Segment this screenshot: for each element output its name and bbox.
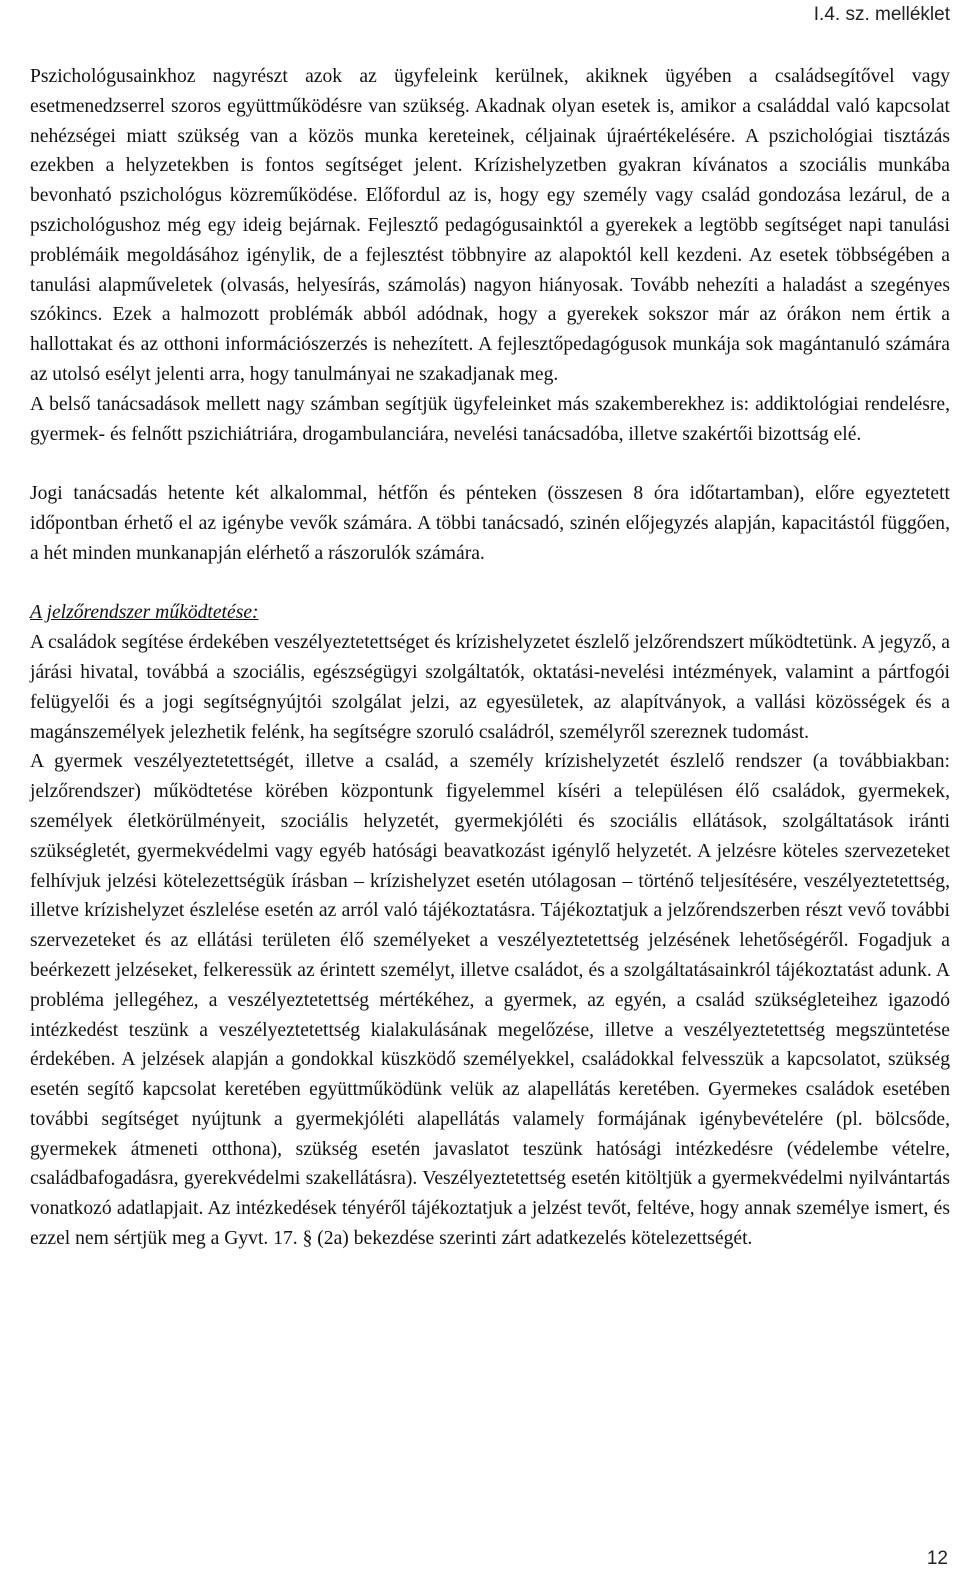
paragraph-referrals: A belső tanácsadások mellett nagy számban segítjük ügyfeleinket más szakemberekhez is: addiktológiai rendelésre, gyermek- és felnőtt pszichiátriára, drogambulanciára, nevelési tanácsadóba, illetve szakértői bizottság elé.	[30, 393, 950, 445]
paragraph-gap	[30, 569, 950, 599]
document-body	[30, 62, 950, 1254]
annex-label: I.4. sz. melléklet	[813, 4, 950, 25]
paragraph-legal-advice: Jogi tanácsadás hetente két alkalommal, hétfőn és pénteken (összesen 8 óra időtartamban), előre egyeztetett időpontban érhető el az igénybe vevők számára. A többi tanácsadó, szinén előjegyzés alapján, kapacitástól függően, a hét minden munkanapján elérhető a rászorulók számára.	[30, 483, 950, 564]
paragraph-gap	[30, 449, 950, 479]
section-title-signal-system: A jelzőrendszer működtetése:	[30, 602, 259, 624]
paragraph-psychologists-developers: Pszichológusainkhoz nagyrészt azok az ügyfeleink kerülnek, akiknek ügyében a családsegítővel vagy esetmenedzserrel szoros együttműködésre van szükség. Akadnak olyan esetek is, amikor a családdal való kapcsolat nehézségei miatt szükség van a közös munka kereteinek, céljainak újraértékelésére. A pszichológiai tisztázás ezekben a helyzetekben is fontos segítséget jelent. Krízishelyzetben gyakran kívánatos a szociális munkába bevonható pszichológus közreműködése. Előfordul az is, hogy egy személy vagy család gondozása lezárul, de a pszichológushoz még egy ideig bejárnak. Fejlesztő pedagógusainktól a gyerekek a legtöbb segítséget napi tanulási problémáik megoldásához igénylik, de a fejlesztést többnyire az alapoktól kell kezdeni. Az esetek többségében a tanulási alapműveletek (olvasás, helyesírás, számolás) nagyon hiányosak. Tovább nehezíti a haladást a szegényes szókincs. Ezek a halmozott problémák abból adódnak, hogy a gyerekek sokszor már az órákon nem értik a hallottakat és az otthoni információszerzés is nehezített. A fejlesztőpedagógusok munkája sok magántanuló számára az utolsó esélyt jelenti arra, hogy tanulmányai ne szakadjanak meg.	[30, 66, 950, 385]
paragraph-signal-system-2: A gyermek veszélyeztetettségét, illetve a család, a személy krízishelyzetét észlelő rendszer (a továbbiakban: jelzőrendszer) működtetése körében központunk figyelemmel kíséri a településen élő családok, gyermekek, személyek életkörülményeit, szociális helyzetét, gyermekjóléti és szociális ellátások, szolgáltatások iránti szükségletét, gyermekvédelmi vagy egyéb hatósági beavatkozást igénylő helyzetét. A jelzésre köteles szervezeteket felhívjuk jelzési kötelezettségük írásban – krízishelyzet esetén utólagosan – történő teljesítésére, veszélyeztetettség, illetve krízishelyzet észlelése esetén az arról való tájékoztatásra. Tájékoztatjuk a jelzőrendszerben részt vevő további szervezeteket és az ellátási területen élő személyeket a veszélyeztetettség jelzésének lehetőségéről. Fogadjuk a beérkezett jelzéseket, felkeressük az érintett személyt, illetve családot, és a szolgáltatásainkról tájékoztatást adunk. A probléma jellegéhez, a veszélyeztetettség mértékéhez, a gyermek, az egyén, a család szükségleteihez igazodó intézkedést teszünk a veszélyeztetettség kialakulásának megelőzése, illetve a veszélyeztetettség megszüntetése érdekében. A jelzések alapján a gondokkal küszködő személyekkel, családokkal felvesszük a kapcsolatot, szükség esetén segítő kapcsolat keretében együttműködünk velük az alapellátás keretében. Gyermekes családok esetében további segítséget nyújtunk a gyermekjóléti alapellátás valamely formájának igénybevételére (pl. bölcsőde, gyermekek átmeneti otthona), szükség esetén javaslatot teszünk hatósági intézkedésre (védelembe vételre, családbafogadásra, gyerekvédelmi szakellátásra). Veszélyeztetettség esetén kitöltjük a gyermekvédelmi nyilvántartás vonatkozó adatlapjait. Az intézkedések tényéről tájékoztatjuk a jelzést tevőt, feltéve, hogy annak személye ismert, és ezzel nem sértjük meg a Gyvt. 17. § (2a) bekezdése szerinti zárt adatkezelés kötelezettségét.	[30, 751, 950, 1250]
page-number: 12	[926, 1548, 948, 1569]
paragraph-signal-system-1: A családok segítése érdekében veszélyeztetettséget és krízishelyzetet észlelő jelzőrendszert működtetünk. A jegyző, a járási hivatal, továbbá a szociális, egészségügyi szolgáltatók, oktatási-nevelési intézmények, valamint a pártfogói felügyelői és a jogi segítségnyújtói szolgálat jelzi, az egyesületek, az alapítványok, a vallási közösségek és a magánszemélyek jelezhetik felénk, ha segítségre szoruló családról, személyről szereznek tudomást.	[30, 632, 950, 743]
